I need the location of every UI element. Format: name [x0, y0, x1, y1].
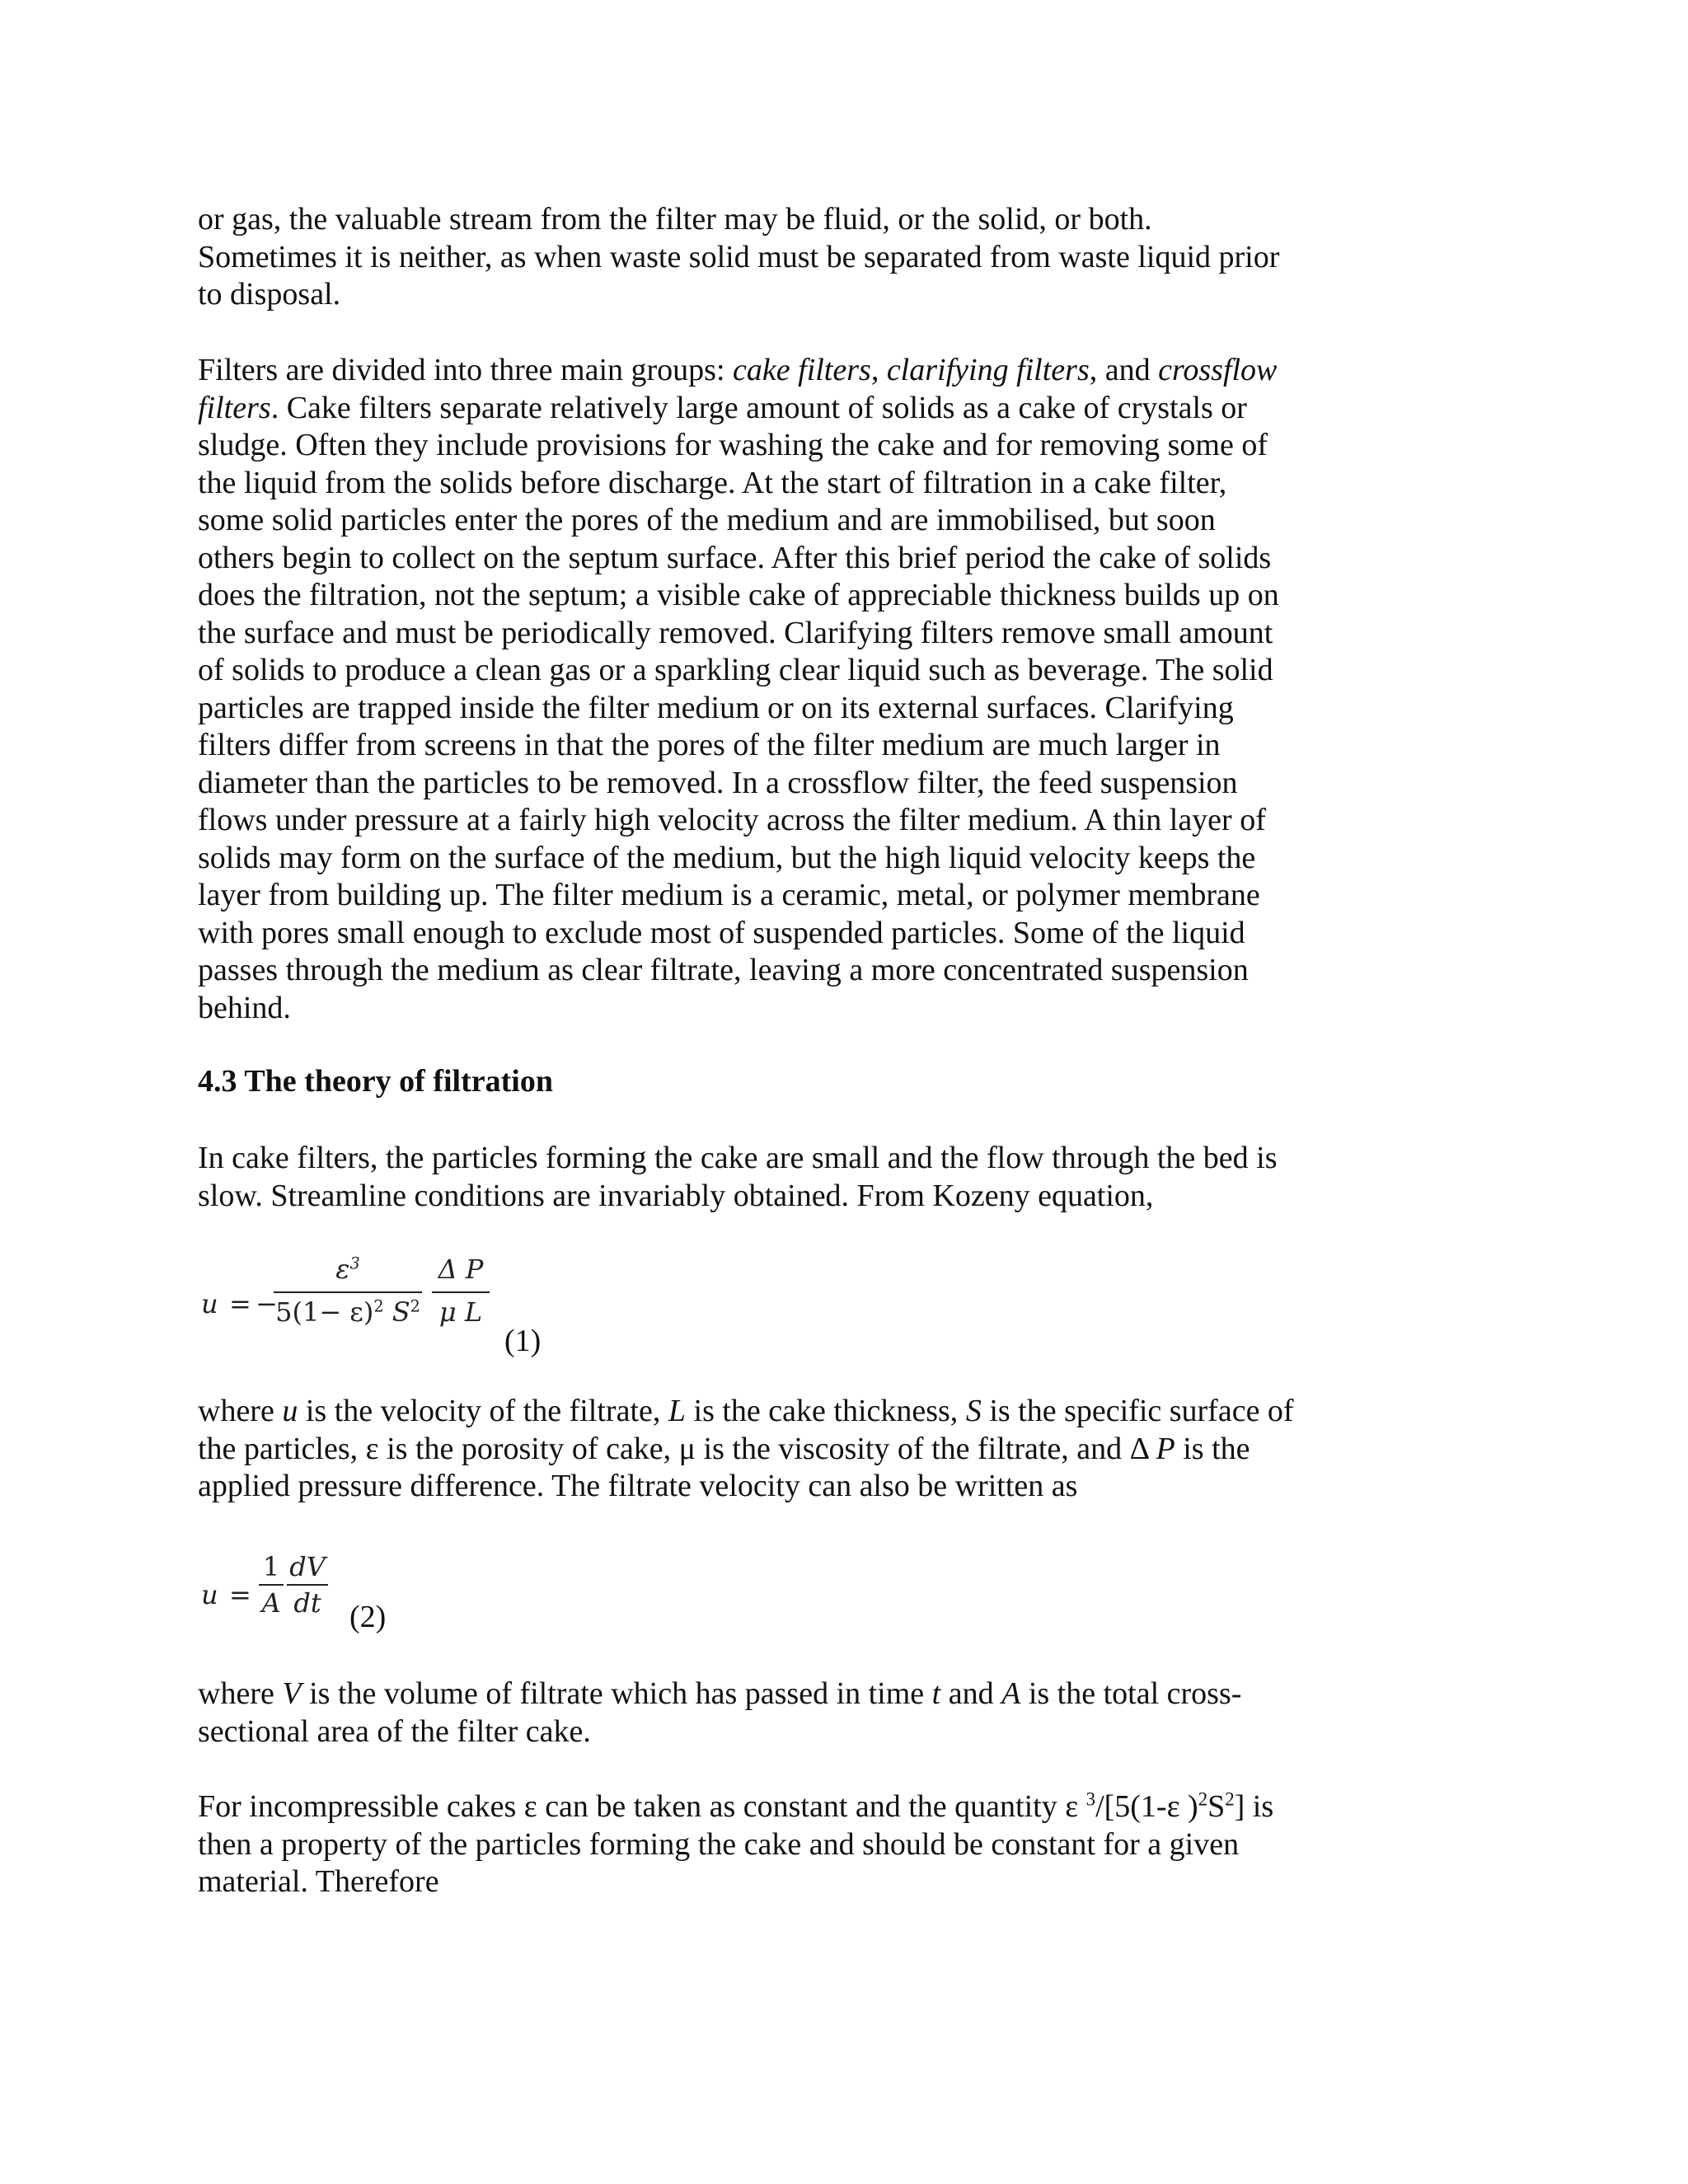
text-line: does the filtration, not the septum; a visible cake of appreciable thickness builds up on — [198, 578, 1279, 612]
exponent: 2 — [1225, 1788, 1235, 1810]
text-line: of solids to produce a clean gas or a sparkling clear liquid such as beverage. The solid — [198, 653, 1273, 687]
fraction-bar — [274, 1291, 422, 1293]
section-heading: 4.3 The theory of filtration — [198, 1064, 553, 1099]
equation-number: (2) — [349, 1600, 387, 1634]
exponent: 2 — [1198, 1788, 1208, 1810]
text-line: flows under pressure at a fairly high velocity across the filter medium. A thin layer of — [198, 803, 1266, 837]
exponent: 2 — [373, 1296, 384, 1316]
text-run: is the velocity of the filtrate, — [298, 1394, 668, 1428]
paragraph-intro — [198, 201, 1385, 314]
eq1-denominator — [274, 1296, 422, 1328]
text-line: the surface and must be periodically removed. Clarifying filters remove small amount — [198, 615, 1273, 650]
text-line: with pores small enough to exclude most of suspended particles. Some of the liquid — [198, 915, 1245, 950]
text-line: others begin to collect on the septum surface. After this brief period the cake of solids — [198, 540, 1272, 575]
eq2-denominator: A — [261, 1587, 281, 1619]
eq1-minus: − — [256, 1288, 278, 1319]
term-clarifying-filters: clarifying filters — [886, 353, 1090, 387]
text-run: /[5(1-ε ) — [1095, 1789, 1198, 1824]
text-line: applied pressure difference. The filtrate velocity can also be written as — [198, 1469, 1078, 1503]
text-run: is the total cross- — [1020, 1676, 1242, 1711]
text-line: behind. — [198, 990, 291, 1025]
text-line — [198, 1788, 1385, 1826]
eq2-equals: = — [229, 1579, 251, 1610]
text-line: particles are trapped inside the filter medium or on its external surfaces. Clarifying — [198, 690, 1234, 725]
text-run: is the — [1175, 1431, 1250, 1466]
text-run: is the volume of filtrate which has passed in time — [301, 1676, 932, 1711]
term-crossflow: crossflow — [1158, 353, 1278, 387]
eq2-numerator: 1 — [262, 1551, 280, 1582]
symbol-s: S — [965, 1394, 982, 1428]
eq1-lhs: u — [201, 1288, 218, 1319]
eq2-numerator: dV — [289, 1551, 326, 1582]
text-line: passes through the medium as clear filtrate, leaving a more concentrated suspension — [198, 953, 1249, 987]
text-run: Filters are divided into three main groups: — [198, 353, 734, 387]
fraction-bar — [287, 1584, 328, 1586]
denominator-term: 5(1− ε) — [275, 1296, 374, 1328]
text-line — [198, 390, 1385, 428]
text-line — [198, 1393, 1385, 1431]
eq1-numerator — [274, 1254, 422, 1291]
paragraph-variables — [198, 1393, 1385, 1506]
text-run: where — [198, 1676, 283, 1711]
text-run: the particles, ε is the porosity of cake, μ is the viscosity of the filtrate, and Δ — [198, 1431, 1156, 1466]
text-line — [198, 1675, 1385, 1713]
equation-filtrate-velocity — [198, 1549, 412, 1648]
surface-symbol: S — [383, 1296, 410, 1328]
eq1-numerator: Δ P — [438, 1254, 484, 1285]
eq1-fraction-porosity — [274, 1254, 422, 1328]
text-run: For incompressible cakes ε can be taken as constant and the quantity ε — [198, 1789, 1086, 1824]
text-line: the liquid from the solids before discharge. At the start of filtration in a cake filter, — [198, 465, 1227, 500]
term-cake-filters: cake filters — [733, 353, 871, 387]
equation-number: (1) — [504, 1324, 542, 1358]
text-line: layer from building up. The filter medium is a ceramic, metal, or polymer membrane — [198, 878, 1260, 912]
text-line: then a property of the particles forming the cake and should be constant for a given — [198, 1826, 1240, 1862]
text-line: filters differ from screens in that the pores of the filter medium are much larger in — [198, 728, 1221, 762]
text-line — [198, 1431, 1385, 1469]
text-run: , — [870, 353, 887, 387]
eq2-fraction-derivative — [287, 1551, 328, 1619]
symbol-l: L — [668, 1394, 687, 1428]
text-run: . Cake filters separate relatively large amount of solids as a cake of crystals or — [270, 390, 1247, 425]
eq2-denominator: dt — [293, 1587, 321, 1619]
exponent: 3 — [1085, 1788, 1096, 1810]
eq2-fraction-area — [259, 1551, 284, 1619]
paragraph-filter-groups — [198, 352, 1385, 1027]
text-line: material. Therefore — [198, 1864, 439, 1899]
text-line: sectional area of the filter cake. — [198, 1713, 591, 1749]
text-line: or gas, the valuable stream from the filter may be fluid, or the solid, or both. — [198, 202, 1152, 237]
text-line — [198, 352, 1385, 390]
text-run: is the cake thickness, — [686, 1394, 966, 1428]
text-line: Sometimes it is neither, as when waste solid must be separated from waste liquid prior — [198, 239, 1280, 274]
eq1-fraction-pressure — [432, 1254, 490, 1328]
equation-kozeny — [198, 1249, 610, 1372]
text-line: sludge. Often they include provisions for washing the cake and for removing some of — [198, 428, 1268, 462]
text-line: solids may form on the surface of the medium, but the high liquid velocity keeps the — [198, 840, 1256, 875]
fraction-bar — [432, 1291, 490, 1293]
text-line: to disposal. — [198, 277, 341, 312]
paragraph-volume — [198, 1675, 1385, 1750]
symbol-u: u — [282, 1394, 298, 1428]
eq2-lhs: u — [201, 1579, 218, 1610]
symbol-v: V — [282, 1676, 302, 1711]
text-run: where — [198, 1394, 283, 1428]
eq1-equals: = — [229, 1288, 251, 1319]
text-run: is the specific surface of — [981, 1394, 1294, 1428]
text-run: and — [940, 1676, 1002, 1711]
epsilon-symbol: ε — [335, 1254, 350, 1285]
symbol-p: P — [1156, 1431, 1175, 1466]
paragraph-cake-filters — [198, 1140, 1385, 1215]
text-run: , and — [1089, 353, 1159, 387]
symbol-t: t — [931, 1676, 941, 1711]
paragraph-incompressible — [198, 1788, 1385, 1901]
text-run: ] is — [1234, 1789, 1274, 1824]
exponent: 2 — [410, 1296, 420, 1316]
term-filters: filters — [198, 390, 271, 425]
symbol-a: A — [1001, 1676, 1021, 1711]
exponent: 3 — [349, 1254, 360, 1273]
fraction-bar — [259, 1584, 284, 1586]
text-line: In cake filters, the particles forming the cake are small and the flow through the bed is — [198, 1141, 1278, 1175]
text-line: slow. Streamline conditions are invariably obtained. From Kozeny equation, — [198, 1178, 1154, 1213]
text-line: diameter than the particles to be removed. In a crossflow filter, the feed suspension — [198, 765, 1238, 800]
eq1-denominator: μ L — [438, 1296, 483, 1328]
text-run: S — [1207, 1789, 1226, 1824]
text-line: some solid particles enter the pores of the medium and are immobilised, but soon — [198, 503, 1216, 537]
